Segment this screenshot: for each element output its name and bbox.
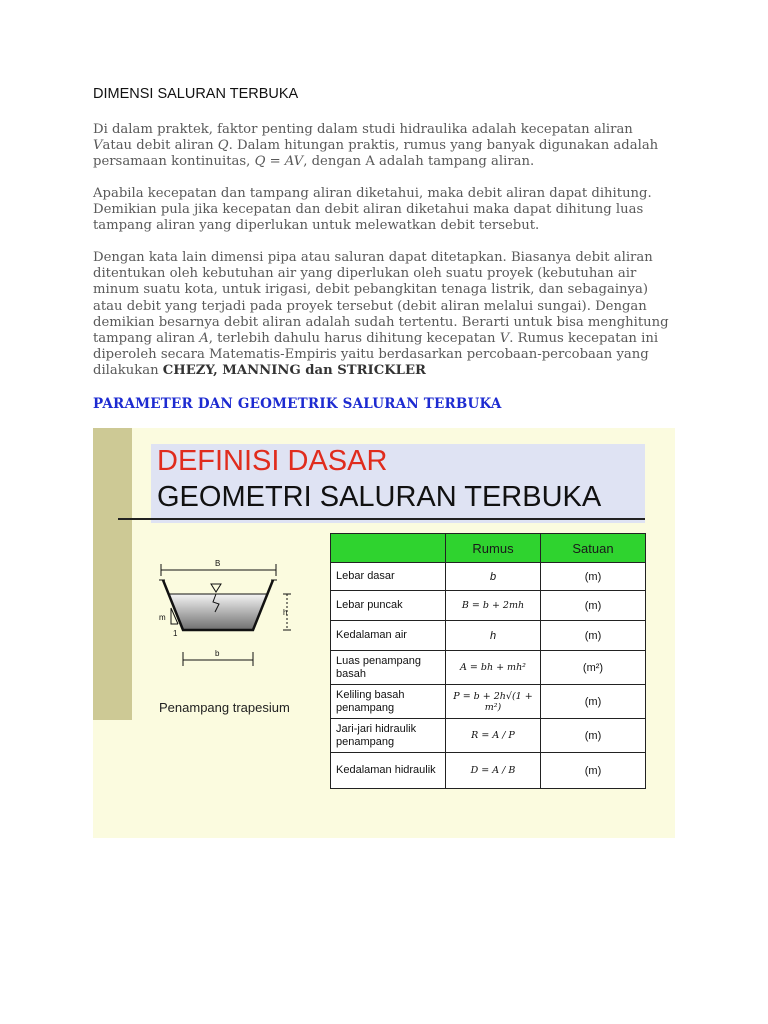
text: atau debit aliran <box>102 138 218 154</box>
slide-title-line1: DEFINISI DASAR <box>157 445 388 477</box>
row-parameter: Lebar puncak <box>331 591 446 621</box>
row-formula: P = b + 2h√(1 + m²) <box>446 685 541 719</box>
section-title: PARAMETER DAN GEOMETRIK SALURAN TERBUKA <box>93 396 502 412</box>
row-unit: (m) <box>541 621 646 651</box>
row-unit: (m) <box>541 563 646 591</box>
slide-image <box>93 428 675 838</box>
row-unit: (m) <box>541 719 646 753</box>
row-formula: b <box>446 563 541 591</box>
row-unit: (m) <box>541 591 646 621</box>
table-row <box>331 621 646 651</box>
trapezoid-channel-diagram <box>151 552 311 677</box>
header-formula: Rumus <box>446 534 541 563</box>
paragraph-velocity-area: Apabila kecepatan dan tampang aliran diketahui, maka debit aliran dapat dihitung. Demikian pula jika kecepatan dan debit aliran diketahui maka dapat dihitung luas tampang aliran yang diperlukan untuk melewatkan debit tersebut. <box>93 186 652 234</box>
row-formula: h <box>446 621 541 651</box>
slide-title-line2: GEOMETRI SALURAN TERBUKA <box>157 481 602 513</box>
row-formula: A = bh + mh² <box>446 651 541 685</box>
table-row <box>331 591 646 621</box>
text: . Rumus kecepatan ini diperoleh secara Matematis-Empiris yaitu berdasarkan percobaan-percobaan yang dilakukan <box>93 331 659 379</box>
table-row <box>331 651 646 685</box>
researcher-names: CHEZY, MANNING dan STRICKLER <box>162 363 426 379</box>
slide-side-bar <box>93 428 132 720</box>
text: Di dalam praktek, faktor penting dalam studi hidraulika adalah kecepatan aliran <box>93 122 633 137</box>
header-parameter <box>331 534 446 563</box>
document-heading: DIMENSI SALURAN TERBUKA <box>93 86 299 102</box>
row-parameter: Kedalaman hidraulik <box>331 753 446 789</box>
row-parameter: Luas penampang basah <box>331 651 446 685</box>
table-row <box>331 685 646 719</box>
slide-divider <box>118 518 645 520</box>
geometry-table <box>330 533 646 789</box>
table-row <box>331 753 646 789</box>
text: . Dalam hitungan praktis, rumus yang banyak digunakan adalah persamaan kontinuitas, <box>93 138 659 170</box>
paragraph-dimensions <box>93 250 673 380</box>
row-unit: (m) <box>541 685 646 719</box>
header-unit: Satuan <box>541 534 646 563</box>
symbol-v: V <box>499 331 510 347</box>
row-parameter: Kedalaman air <box>331 621 446 651</box>
row-formula: R = A / P <box>446 719 541 753</box>
symbol-q: Q <box>217 138 229 154</box>
symbol-a: A <box>199 331 209 347</box>
symbol-v: V <box>93 138 103 154</box>
text: , terlebih dahulu harus dihitung kecepatan <box>208 331 500 347</box>
row-formula: D = A / B <box>446 753 541 789</box>
table-row <box>331 719 646 753</box>
row-parameter: Lebar dasar <box>331 563 446 591</box>
row-unit: (m) <box>541 753 646 789</box>
label-b-top: B <box>215 559 221 568</box>
label-b-bottom: b <box>215 649 220 658</box>
water-surface-icon <box>211 584 221 592</box>
row-parameter: Keliling basah penampang <box>331 685 446 719</box>
diagram-caption: Penampang trapesium <box>159 700 290 715</box>
label-m: m <box>159 613 166 622</box>
paragraph-continuity <box>93 122 673 171</box>
text: Dengan kata lain dimensi pipa atau saluran dapat ditetapkan. Biasanya debit aliran ditentukan oleh kebutuhan air yang diperlukan oleh suatu proyek (kebutuhan air minum suatu kota, untuk irigasi, debit pebangkitan tenaga listrik, dan sebagainya) atau debit yang terjadi pada proyek tersebut (debit aliran melalui sungai). Dengan demikian besarnya debit aliran adalah sudah tertentu. Berarti untuk bisa menghitung tampang aliran <box>93 250 669 347</box>
text: , dengan A adalah tampang aliran. <box>303 154 535 170</box>
row-parameter: Jari-jari hidraulik penampang <box>331 719 446 753</box>
label-h: h <box>283 608 288 617</box>
label-one: 1 <box>173 629 178 638</box>
water-area <box>169 594 267 630</box>
row-unit: (m²) <box>541 651 646 685</box>
row-formula: B = b + 2mh <box>446 591 541 621</box>
continuity-formula: Q = AV <box>254 154 304 170</box>
table-header-row <box>331 534 646 563</box>
table-row <box>331 563 646 591</box>
